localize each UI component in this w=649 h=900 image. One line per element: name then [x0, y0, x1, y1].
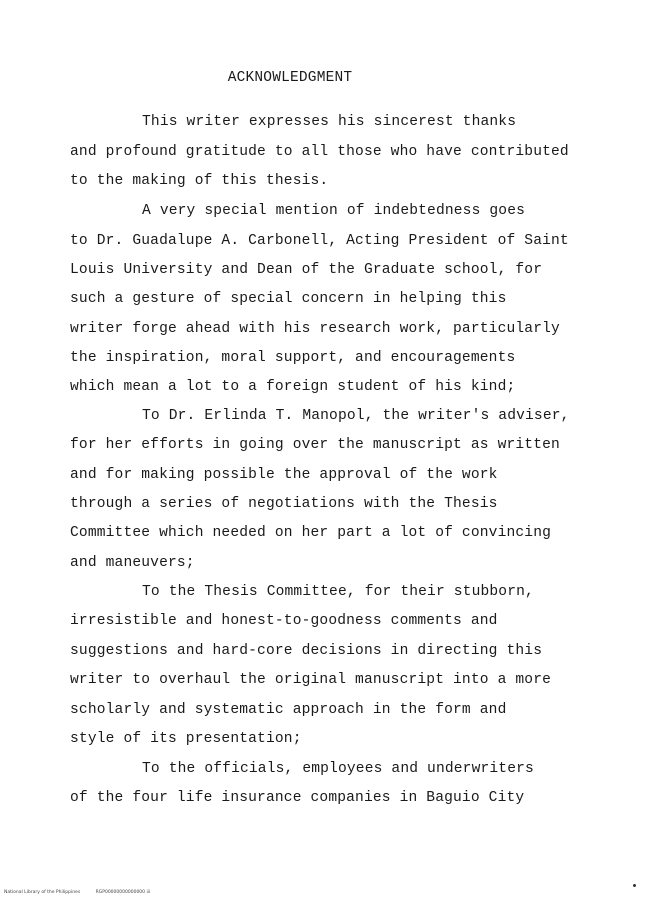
footer-library: National Library of the Philippines: [4, 890, 81, 895]
text-line-15: Committee which needed on her part a lot of convincing: [70, 525, 552, 541]
text-line-13: and for making possible the approval of the work: [70, 467, 498, 483]
text-line-11: To Dr. Erlinda T. Manopol, the writer's adviser,: [142, 408, 570, 424]
page-title: ACKNOWLEDGMENT: [227, 70, 353, 86]
text-line-3: to the making of this thesis.: [70, 173, 329, 189]
text-line-17: To the Thesis Committee, for their stubborn,: [142, 584, 534, 600]
footer-code: RGP00000000000000 iii: [95, 890, 151, 895]
text-line-22: style of its presentation;: [70, 731, 302, 747]
text-line-7: such a gesture of special concern in helping this: [70, 291, 507, 307]
text-line-24: of the four life insurance companies in Baguio City: [70, 790, 525, 806]
footer-credit: [4, 890, 164, 895]
text-line-6: Louis University and Dean of the Graduate school, for: [70, 262, 543, 278]
text-line-21: scholarly and systematic approach in the form and: [70, 702, 507, 718]
text-line-12: for her efforts in going over the manuscript as written: [70, 437, 560, 453]
text-line-23: To the officials, employees and underwriters: [142, 761, 534, 777]
text-line-9: the inspiration, moral support, and encouragements: [70, 350, 516, 366]
text-line-19: suggestions and hard-core decisions in directing this: [70, 643, 543, 659]
text-line-2: and profound gratitude to all those who have contributed: [70, 144, 569, 160]
text-line-16: and maneuvers;: [70, 555, 195, 571]
text-line-1: This writer expresses his sincerest thanks: [142, 114, 517, 130]
text-line-5: to Dr. Guadalupe A. Carbonell, Acting President of Saint: [70, 233, 569, 249]
text-line-8: writer forge ahead with his research work, particularly: [70, 321, 560, 337]
text-line-18: irresistible and honest-to-goodness comments and: [70, 613, 498, 629]
text-line-20: writer to overhaul the original manuscript into a more: [70, 672, 552, 688]
text-line-14: through a series of negotiations with the Thesis: [70, 496, 498, 512]
text-line-10: which mean a lot to a foreign student of his kind;: [70, 379, 516, 395]
scan-mark: [633, 884, 636, 887]
text-line-4: A very special mention of indebtedness goes: [142, 203, 526, 219]
